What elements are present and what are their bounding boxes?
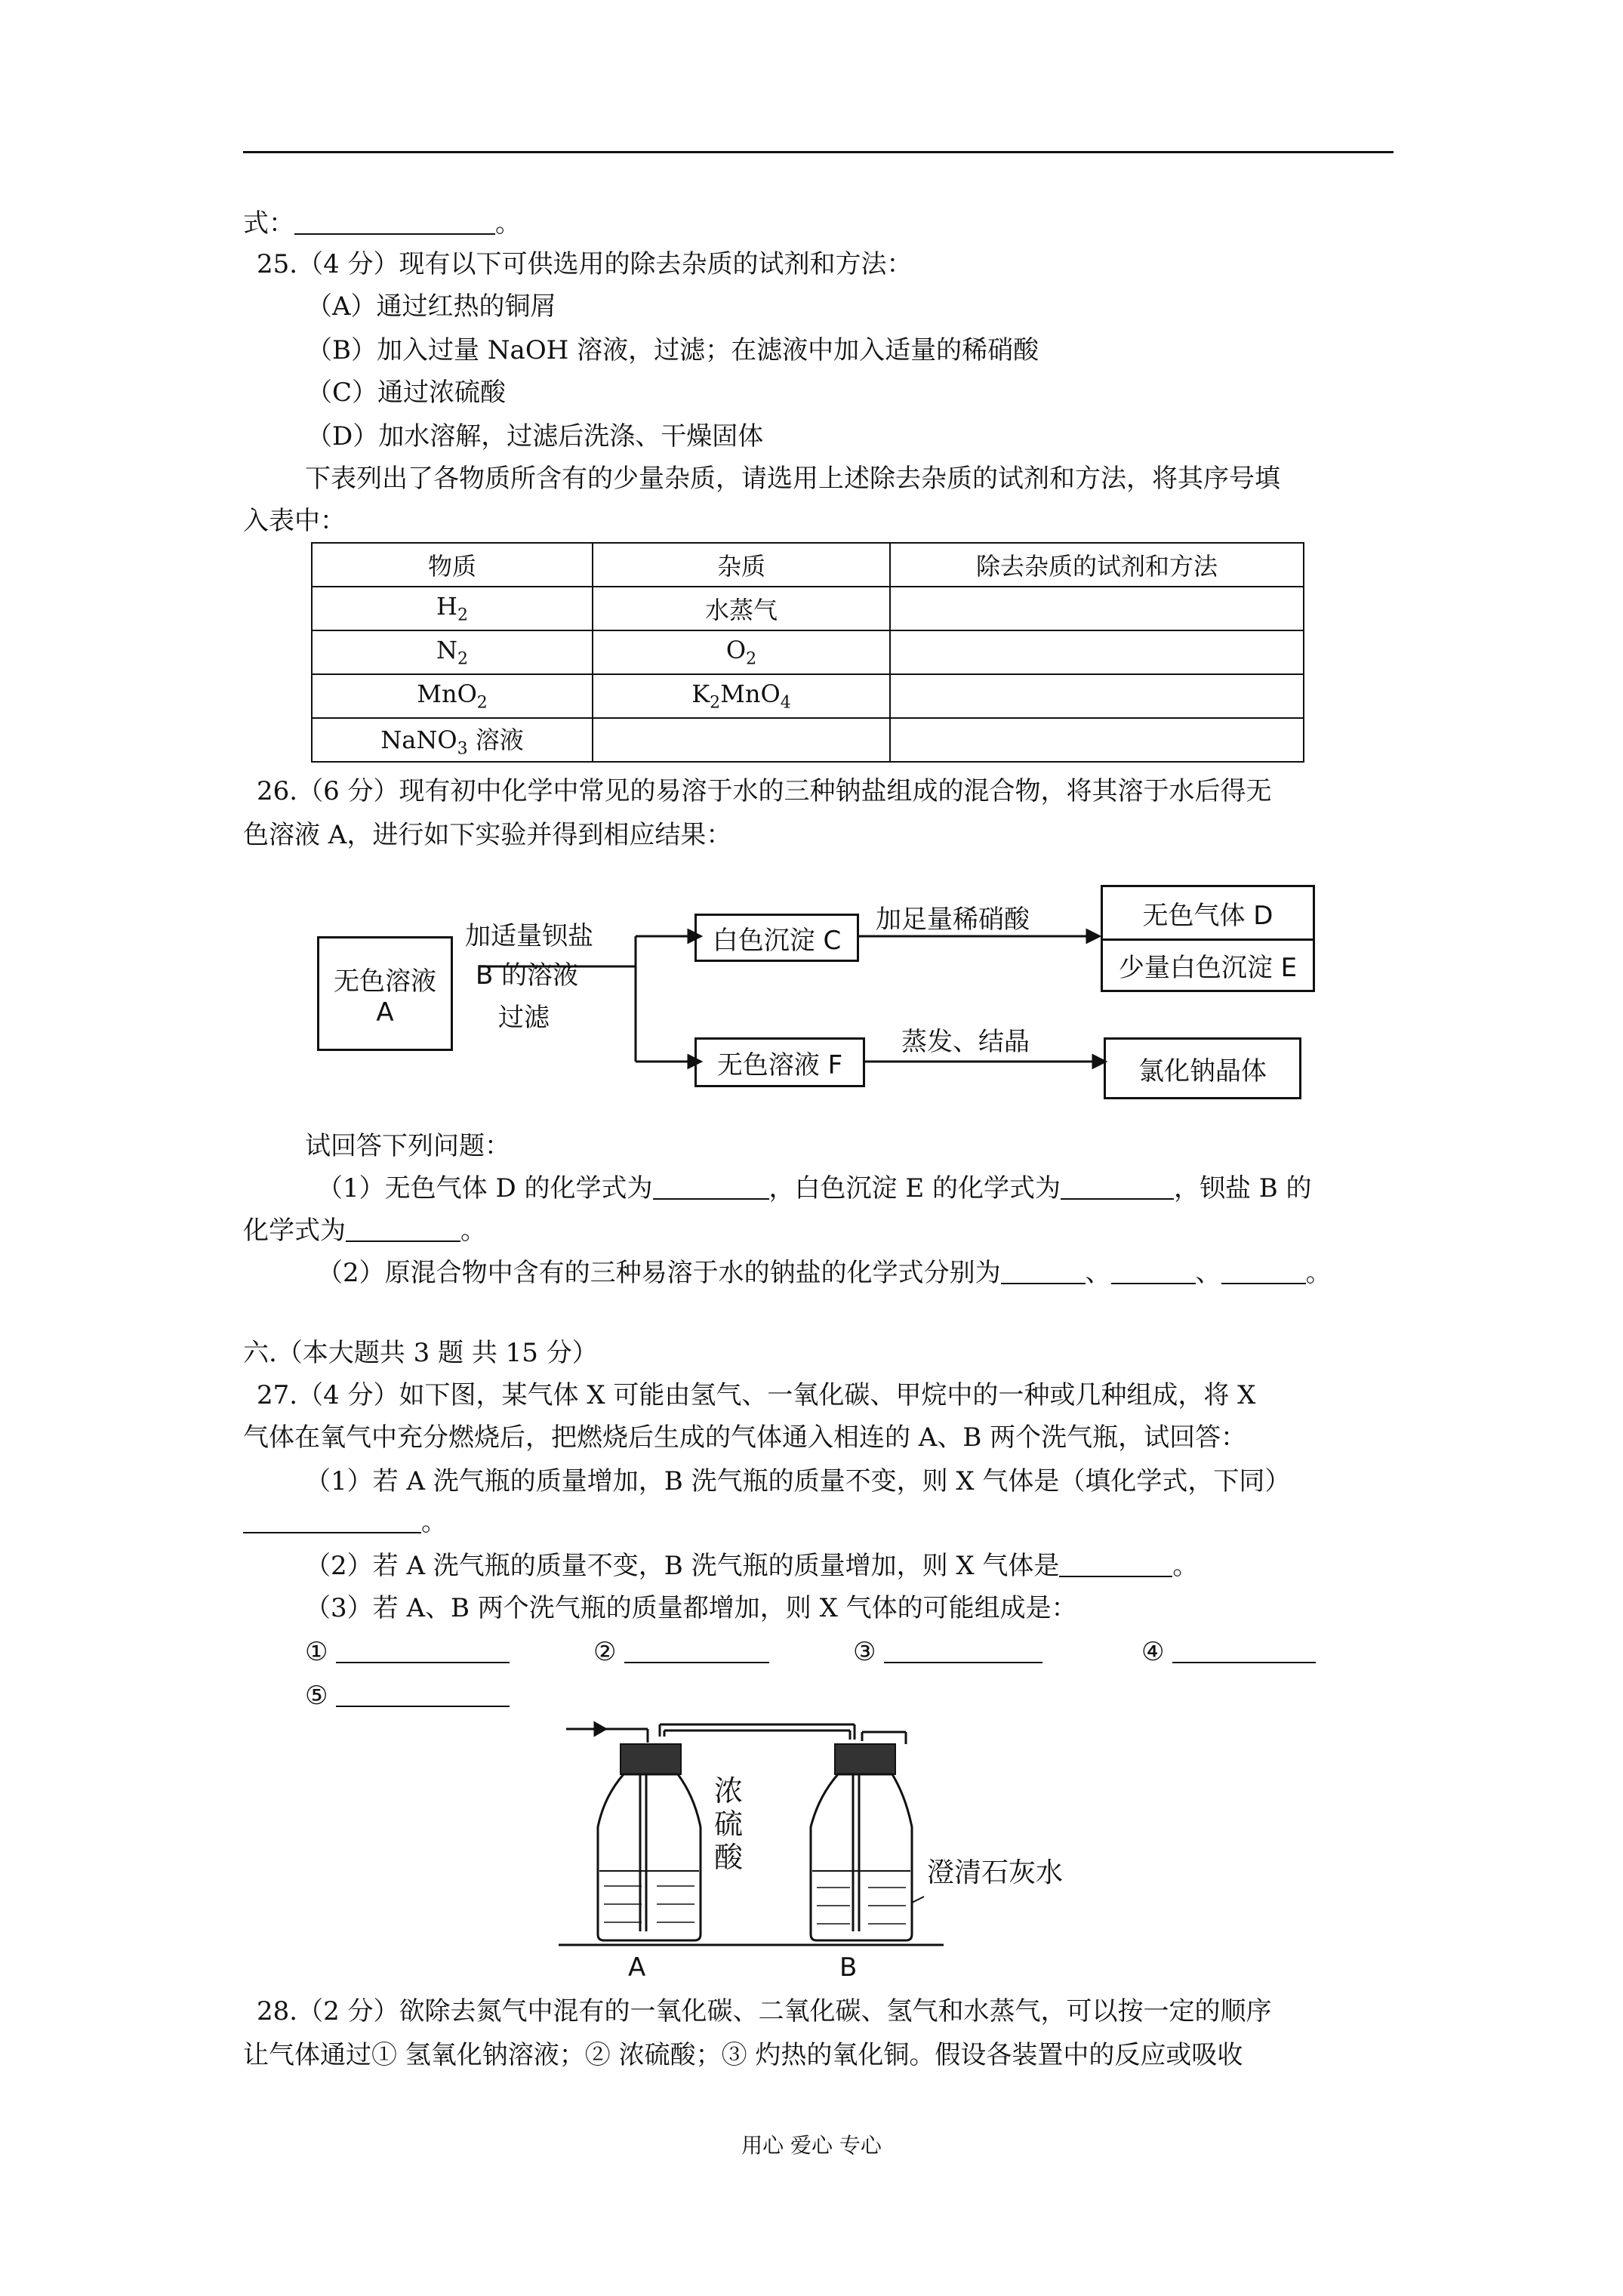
q26-line1: 26.（6 分）现有初中化学中常见的易溶于水的三种钠盐组成的混合物，将其溶于水后得无	[257, 776, 1272, 806]
bottle-a-label: 浓 硫 酸	[714, 1774, 744, 1874]
answer-blank[interactable]	[1111, 1260, 1196, 1284]
q27-line1: 27.（4 分）如下图，某气体 X 可能由氢气、一氧化碳、甲烷中的一种或几种组成，将 X	[257, 1380, 1256, 1410]
cell-substance: $N_2$	[312, 630, 593, 674]
fragment-suffix: 。	[495, 208, 521, 239]
table-row	[312, 718, 1304, 762]
flow-box-precipitate-e: 少量白色沉淀 E	[1118, 953, 1298, 984]
q27-part1: （1）若 A 洗气瓶的质量增加，B 洗气瓶的质量不变，则 X 气体是（填化学式，下同）	[305, 1466, 1291, 1496]
q26-part1: （1）无色气体 D 的化学式为 ，白色沉淀 E 的化学式为 ，钡盐 B 的	[317, 1173, 1312, 1203]
q27-option-4: ④	[1141, 1635, 1316, 1669]
q27-part3: （3）若 A、B 两个洗气瓶的质量都增加，则 X 气体的可能组成是：	[305, 1593, 1077, 1623]
q25-option-d: （D）加水溶解，过滤后洗涤、干燥固体	[306, 421, 764, 451]
cell-impurity: $K_2MnO_4$	[593, 674, 890, 718]
answer-blank[interactable]	[336, 1683, 510, 1707]
answer-blank[interactable]	[346, 1218, 460, 1242]
header-rule	[243, 151, 1394, 153]
impurity-table	[311, 542, 1304, 763]
flow-box-solution-a: 无色溶液 A	[317, 936, 453, 1051]
table-row	[312, 630, 1304, 674]
col-header-substance: 物质	[312, 543, 593, 587]
q28-line1: 28.（2 分）欲除去氮气中混有的一氧化碳、二氧化碳、氢气和水蒸气，可以按一定的顺序	[257, 1996, 1272, 2026]
flow-box-solution-f: 无色溶液 F	[694, 1037, 865, 1087]
prev-question-fragment	[243, 207, 521, 240]
cell-substance: $H_2$	[312, 587, 593, 630]
flow-box-results-de	[1101, 885, 1315, 992]
q26-line2: 色溶液 A，进行如下实验并得到相应结果：	[243, 820, 732, 850]
q27-line2: 气体在氧气中充分燃烧后，把燃烧后生成的气体通入相连的 A、B 两个洗气瓶，试回答：	[243, 1422, 1247, 1453]
answer-blank[interactable]	[1061, 1176, 1174, 1200]
page-footer: 用心 爱心 专心	[741, 2133, 882, 2158]
flow-box-precipitate-c: 白色沉淀 C	[694, 914, 859, 962]
answer-blank[interactable]	[1221, 1260, 1306, 1284]
answer-blank[interactable]	[243, 1509, 421, 1533]
cell-answer[interactable]	[890, 674, 1304, 718]
answer-blank[interactable]	[653, 1176, 769, 1200]
cell-substance: MnO$_2$	[312, 674, 593, 718]
col-header-impurity: 杂质	[593, 543, 890, 587]
q26-part2: （2）原混合物中含有的三种易溶于水的钠盐的化学式分别为 、 、 。	[317, 1258, 1332, 1288]
q26-part1-cont: 化学式为 。	[243, 1216, 486, 1246]
answer-blank[interactable]	[624, 1639, 769, 1663]
table-row	[312, 674, 1304, 718]
cell-impurity: $O_2$	[593, 630, 890, 674]
section-heading: 六.（本大题共 3 题 共 15 分）	[243, 1338, 598, 1368]
q27-option-2: ②	[593, 1635, 769, 1669]
q27-part2: （2）若 A 洗气瓶的质量不变，B 洗气瓶的质量增加，则 X 气体是 。	[305, 1551, 1199, 1581]
bottle-b-label: 澄清石灰水	[927, 1857, 1064, 1888]
bottle-a-letter: A	[628, 1952, 646, 1983]
flow-label-filter: 过滤	[498, 1003, 550, 1033]
bottle-b-letter: B	[839, 1952, 858, 1983]
flow-label-evaporate: 蒸发、结晶	[901, 1027, 1030, 1057]
answer-blank[interactable]	[336, 1639, 510, 1663]
answer-blank[interactable]	[1059, 1553, 1172, 1577]
answer-blank[interactable]	[294, 211, 495, 235]
q25-instruction-cont: 入表中：	[243, 506, 346, 536]
q25-title: 25.（4 分）现有以下可供选用的除去杂质的试剂和方法：	[257, 249, 913, 279]
q25-option-a: （A）通过红热的铜屑	[306, 291, 556, 322]
q25-option-c: （C）通过浓硫酸	[306, 378, 507, 408]
q28-line2: 让气体通过① 氢氧化钠溶液；② 浓硫酸；③ 灼热的氧化铜。假设各装置中的反应或吸收	[243, 2040, 1243, 2070]
answer-blank[interactable]	[1172, 1639, 1316, 1663]
flow-label-reagent-2: B 的溶液	[476, 960, 579, 991]
q25-instruction: 下表列出了各物质所含有的少量杂质，请选用上述除去杂质的试剂和方法，将其序号填	[305, 464, 1280, 494]
table-header-row	[312, 543, 1304, 587]
cell-answer[interactable]	[890, 587, 1304, 630]
cell-answer[interactable]	[890, 718, 1304, 762]
cell-substance: NaNO$_3$ 溶液	[312, 718, 593, 762]
q27-option-1: ①	[305, 1635, 510, 1669]
q27-option-5: ⑤	[305, 1679, 510, 1712]
cell-impurity: 水蒸气	[593, 587, 890, 630]
cell-impurity[interactable]	[593, 718, 890, 762]
gas-washing-apparatus	[551, 1714, 959, 1971]
q25-option-b: （B）加入过量 NaOH 溶液，过滤；在滤液中加入适量的稀硝酸	[306, 335, 1039, 365]
flow-box-nacl: 氯化钠晶体	[1104, 1037, 1301, 1099]
fragment-prefix: 式：	[243, 208, 294, 239]
flow-box-gas-d: 无色气体 D	[1103, 887, 1313, 941]
q26-ask: 试回答下列问题：	[305, 1131, 510, 1161]
table-row	[312, 587, 1304, 630]
q27-part1-blank: 。	[243, 1505, 447, 1539]
answer-blank[interactable]	[884, 1639, 1042, 1663]
q27-option-3: ③	[853, 1635, 1042, 1669]
col-header-method: 除去杂质的试剂和方法	[890, 543, 1304, 587]
cell-answer[interactable]	[890, 630, 1304, 674]
flow-label-acid: 加足量稀硝酸	[876, 905, 1030, 935]
flow-label-reagent: 加适量钡盐	[465, 921, 593, 951]
answer-blank[interactable]	[1001, 1260, 1086, 1284]
